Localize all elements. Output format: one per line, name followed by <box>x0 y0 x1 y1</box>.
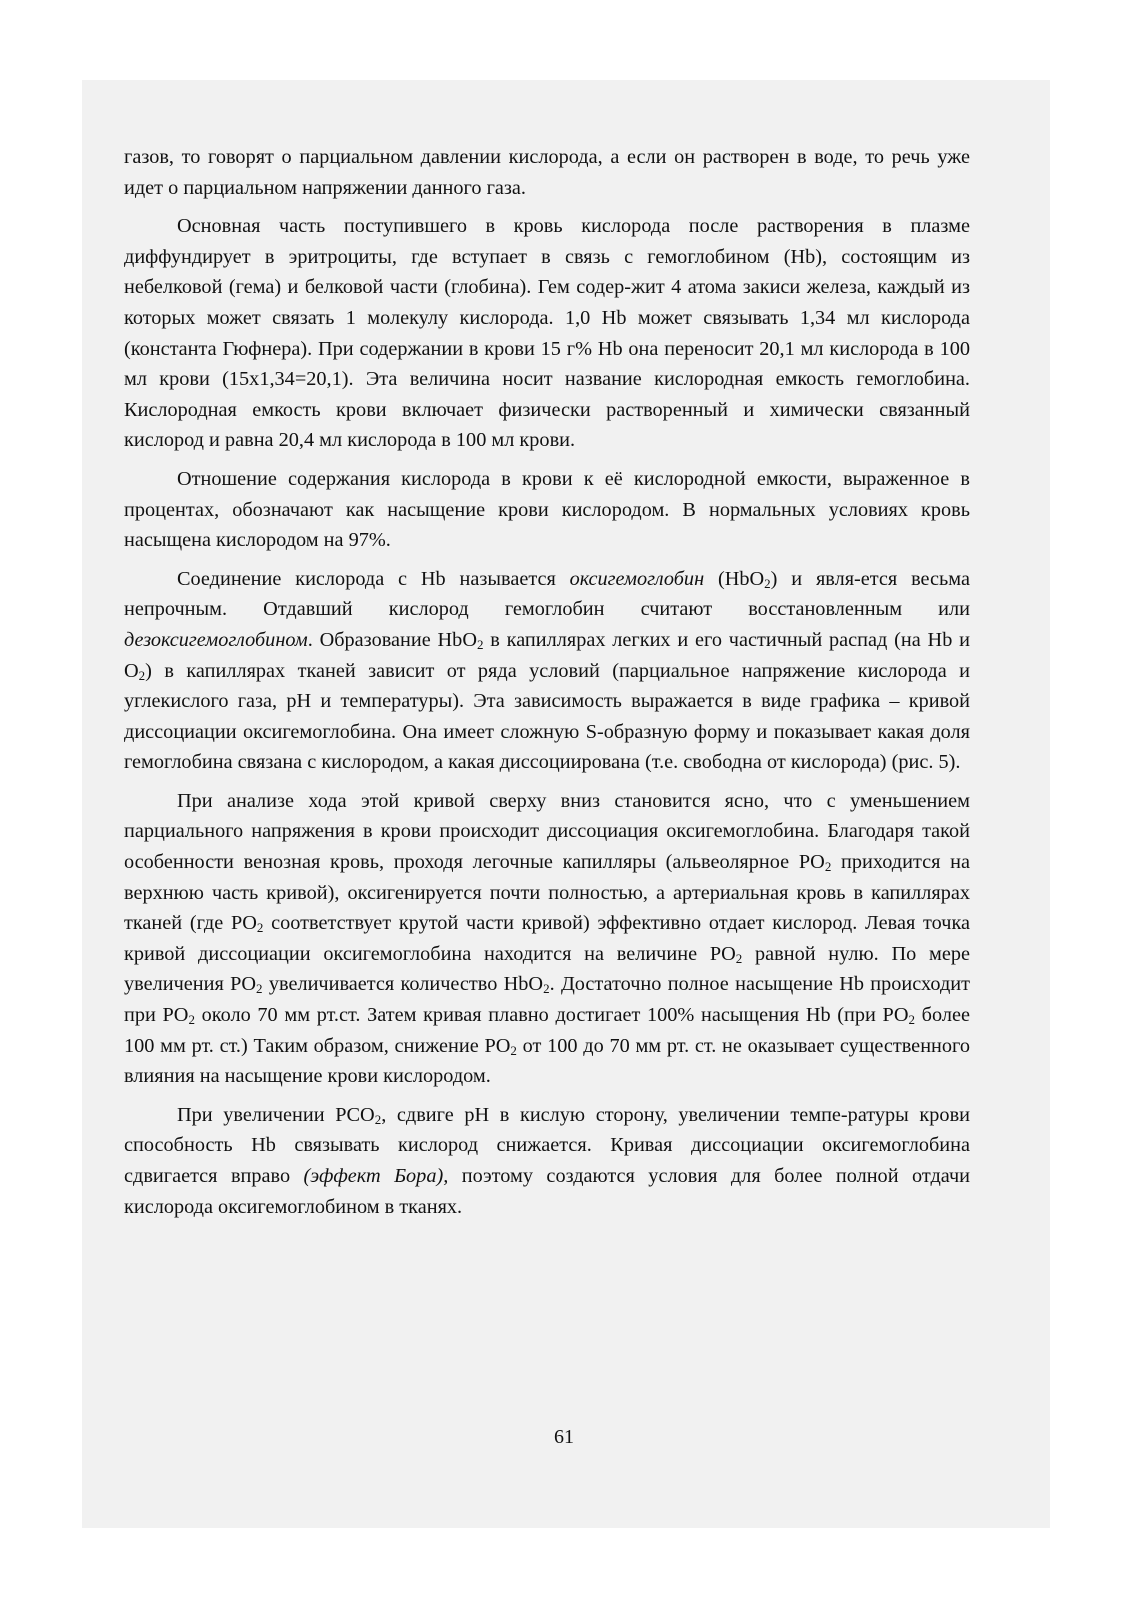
subscript: 2 <box>764 575 771 591</box>
text-run: равной нулю. По мере увеличения PO <box>124 942 970 996</box>
text-run: Основная часть поступившего в кровь кислорода после растворения в плазме диффундирует в эритроциты, где вступает в связь с гемоглобином (Hb), состоящим из небелковой (гема) и белковой части (глобина). Гем содер-жит 4 атома закиси железа, каждый из которых может связать 1 молекулу кислорода. 1,0 Hb может связывать 1,34 мл кислорода (константа Гюфнера). При содержании в крови 15 г% Hb она переносит 20,1 мл кислорода в 100 мл крови (15х1,34=20,1). Эта величина носит название кислородная емкость гемоглобина. Кислородная емкость крови включает физически растворенный и химически связанный кислород и равна 20,4 мл кислорода в 100 мл крови. <box>124 215 970 452</box>
subscript: 2 <box>256 981 263 997</box>
subscript: 2 <box>188 1012 195 1028</box>
paragraph <box>124 464 970 556</box>
subscript: 2 <box>374 1111 382 1127</box>
subscript: 2 <box>510 1042 517 1058</box>
text-run: увеличивается количество HbO <box>262 973 544 996</box>
italic-term: оксигемоглобин <box>569 567 705 590</box>
paragraph <box>124 211 970 456</box>
text-run: поэтому создаются условия для более полной отдачи кислорода оксигемоглобином в тканях. <box>124 1165 971 1218</box>
text-run: в капиллярах легких и его частичный распад (на Hb и O <box>124 628 970 682</box>
paragraph <box>124 564 970 778</box>
text-run: Отношение содержания кислорода в крови к её кислородной емкости, выраженное в процентах, обозначают как насыщение крови кислородом. В нормальных условиях кровь насыщена кислородом на 97%. <box>124 467 970 552</box>
subscript: 2 <box>908 1012 915 1028</box>
text-run: При анализе хода этой кривой сверху вниз становится ясно, что с уменьшением парциального напряжения в крови происходит диссоциация оксигемоглобина. Благодаря такой особенности венозная кровь, проходя легочные капилляры (альвеолярное PO <box>124 789 970 874</box>
paragraph <box>124 786 970 1092</box>
page-number: 61 <box>554 1426 574 1448</box>
text-run: (HbO <box>704 567 765 590</box>
text-run: более 100 мм рт. ст.) Таким образом, снижение PO <box>124 1004 970 1057</box>
text-run: от 100 до 70 мм рт. ст. не оказывает существенного влияния на насыщение крови кислородом. <box>124 1034 970 1088</box>
text-run: около 70 мм рт.ст. Затем кривая плавно достигает 100% насыщения Hb (при PO <box>194 1004 909 1027</box>
paragraph <box>124 1100 970 1222</box>
text-run: При увеличении PCO <box>177 1103 375 1126</box>
subscript: 2 <box>735 950 743 966</box>
italic-term: (эффект Бора), <box>303 1165 449 1187</box>
text-run: Соединение кислорода с Hb называется <box>177 567 570 590</box>
text-run: ) и явля-ется весьма непрочным. Отдавший кислород гемоглобин считают восстановленным или <box>124 567 970 621</box>
text-run: газов, то говорят о парциальном давлении кислорода, а если он растворен в воде, то речь уже идет о парциальном напряжении данного газа. <box>124 146 970 199</box>
text-run: ) в капиллярах тканей зависит от ряда условий (парциальное напряжение кислорода и углекислого газа, pH и температуры). Эта зависимость выражается в виде графика – кривой диссоциации оксигемоглобина. Она имеет сложную S-образную форму и показывает какая доля гемоглобина связана с кислородом, а какая диссоциирована (т.е. свободна от кислорода) (рис. 5). <box>124 659 970 774</box>
paragraph <box>124 142 970 203</box>
subscript: 2 <box>543 981 550 997</box>
italic-term: дезоксигемоглобином <box>124 628 308 651</box>
text-run: соответствует крутой части кривой) эффективно отдает кислород. Левая точка кривой диссоциации оксигемоглобина находится на величине PO <box>124 912 970 965</box>
subscript: 2 <box>138 667 146 683</box>
subscript: 2 <box>824 859 832 875</box>
text-run: , сдвиге pH в кислую сторону, увеличении темпе-ратуры крови способность Hb связывать кислород снижается. Кривая диссоциации оксигемоглобина сдвигается вправо <box>124 1103 970 1187</box>
subscript: 2 <box>256 920 264 936</box>
page-body-text <box>124 142 970 1230</box>
text-run: . Образование HbO <box>307 628 477 651</box>
text-run: приходится на верхнюю часть кривой), оксигенируется почти полностью, а артериальная кровь в капиллярах тканей (где PO <box>124 851 970 935</box>
text-run: . Достаточно полное насыщение Hb происходит при PO <box>124 973 970 1027</box>
subscript: 2 <box>476 636 484 652</box>
